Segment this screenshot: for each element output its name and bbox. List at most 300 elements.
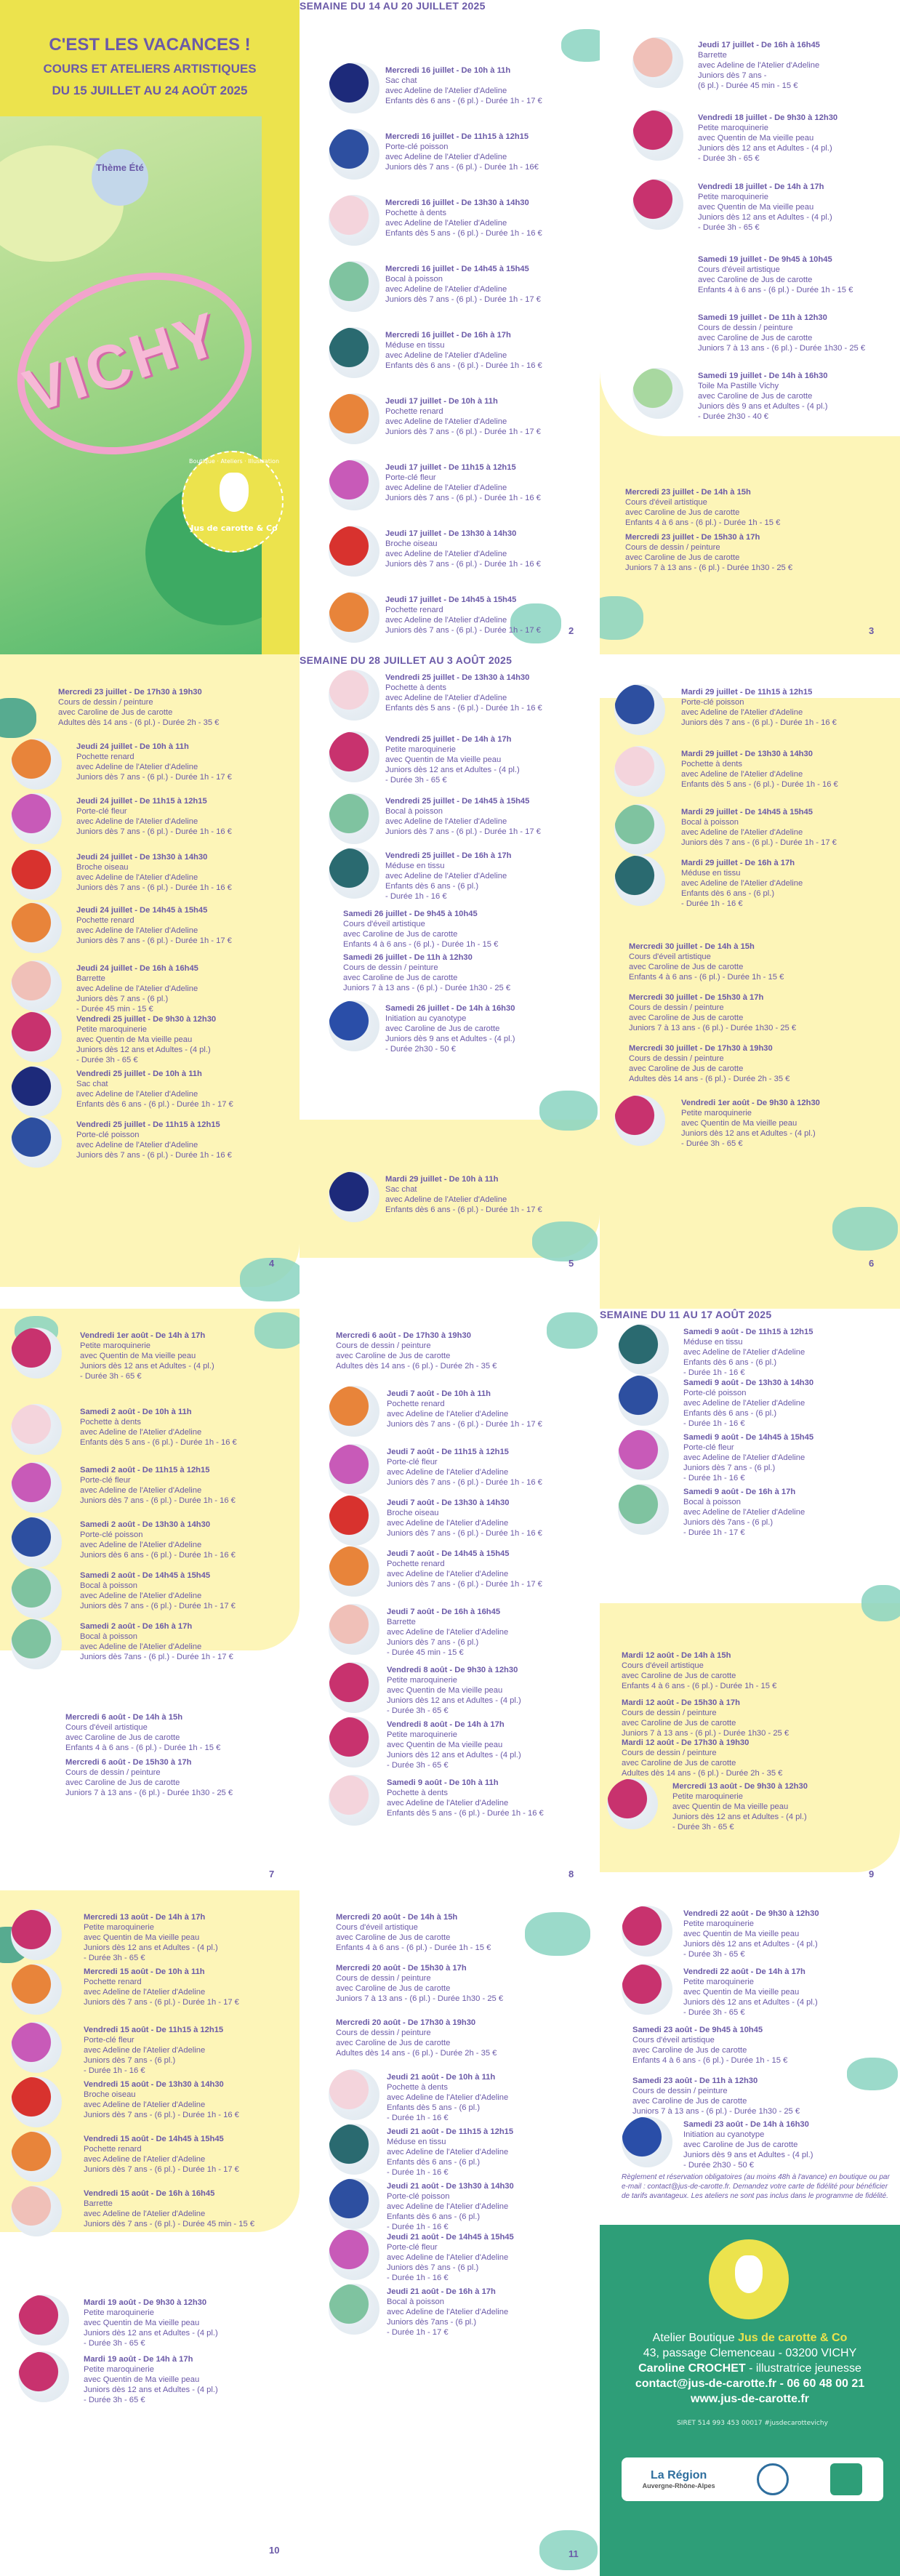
event-title: Pochette renard — [387, 1560, 445, 1568]
event-detail: Enfants dès 6 ans - (6 pl.) - Durée 1h - 17 € — [385, 97, 542, 105]
event-date: Samedi 19 juillet - De 11h à 12h30 — [698, 313, 827, 322]
event-detail: Juniors dès 7 ans - (6 pl.) - Durée 1h - 16€ — [385, 163, 539, 172]
event-detail: avec Caroline de Jus de carotte — [336, 2039, 451, 2047]
page-number: 8 — [568, 1869, 574, 1879]
event-title: Porte-clé fleur — [84, 2036, 134, 2045]
event-title: Petite maroquinerie — [84, 1923, 155, 1932]
event-detail: avec Quentin de Ma vieille peau — [672, 1802, 789, 1811]
event-title: Cours de dessin / peinture — [698, 324, 793, 332]
workshop-photo — [329, 1171, 379, 1222]
event-detail: avec Quentin de Ma vieille peau — [385, 755, 502, 764]
event-entry — [629, 992, 840, 1033]
event-entry — [385, 1003, 596, 1054]
week-heading: SEMAINE DU 14 AU 20 JUILLET 2025 — [300, 0, 486, 12]
event-detail: avec Quentin de Ma vieille peau — [683, 1930, 800, 1938]
event-detail: Enfants dès 6 ans - (6 pl.) — [683, 1409, 777, 1418]
event-entry — [625, 532, 894, 573]
event-detail: Juniors dès 7 ans - (6 pl.) — [76, 995, 169, 1003]
event-detail: Juniors dès 9 ans et Adultes - (4 pl.) — [385, 1035, 515, 1043]
event-detail: avec Quentin de Ma vieille peau — [387, 1741, 503, 1749]
workshop-photo — [329, 393, 379, 444]
workshop-photo — [329, 2124, 379, 2175]
workshop-photo — [329, 793, 379, 844]
decorative-blob — [600, 596, 643, 640]
workshop-photo — [607, 1778, 658, 1829]
event-detail: Juniors dès 7 ans - (6 pl.) - Durée 1h - 17 € — [385, 295, 541, 304]
decorative-blob — [561, 29, 600, 62]
footer-contact[interactable]: contact@jus-de-carotte.fr - 06 60 48 00 21 — [635, 2378, 865, 2390]
event-date: Jeudi 7 août - De 14h45 à 15h45 — [387, 1549, 510, 1558]
contact-footer — [600, 2225, 900, 2576]
event-title: Cours d'éveil artistique — [622, 1661, 704, 1670]
event-date: Vendredi 15 août - De 16h à 16h45 — [84, 2189, 215, 2198]
event-detail: Juniors dès 7 ans - (6 pl.) - Durée 1h - 16 € — [76, 1151, 232, 1160]
event-date: Mardi 19 août - De 14h à 17h — [84, 2355, 193, 2364]
event-title: Initiation au cyanotype — [385, 1014, 467, 1023]
event-detail: Enfants dès 6 ans - (6 pl.) - Durée 1h - 16 € — [385, 361, 542, 370]
event-detail: (6 pl.) - Durée 45 min - 15 € — [698, 81, 798, 90]
region-logos — [622, 2457, 883, 2501]
event-detail: - Durée 3h - 65 € — [387, 1761, 449, 1770]
event-entry — [336, 1963, 547, 2004]
event-detail: avec Caroline de Jus de carotte — [336, 1352, 451, 1360]
event-detail: Juniors dès 7 ans - (6 pl.) - Durée 1h - 16 € — [681, 718, 837, 727]
event-entry — [76, 742, 291, 782]
event-detail: Juniors dès 7 ans - (6 pl.) - Durée 1h - 17 € — [76, 773, 232, 782]
cover-side-band — [262, 116, 300, 654]
workshop-photo — [329, 1604, 379, 1655]
event-detail: Juniors dès 12 ans et Adultes - (4 pl.) — [84, 1943, 218, 1952]
event-title: Pochette renard — [76, 753, 134, 761]
event-title: Barrette — [84, 2199, 113, 2208]
event-detail: avec Quentin de Ma vieille peau — [683, 1988, 800, 1997]
event-date: Mardi 12 août - De 14h à 15h — [622, 1651, 731, 1660]
event-detail: avec Adeline de l'Atelier d'Adeline — [385, 550, 507, 558]
event-detail: avec Adeline de l'Atelier d'Adeline — [681, 828, 803, 837]
event-title: Cours d'éveil artistique — [65, 1723, 148, 1732]
event-entry — [387, 2287, 598, 2338]
event-detail: - Durée 2h30 - 50 € — [385, 1045, 457, 1054]
workshop-photo — [329, 1546, 379, 1597]
event-detail: Juniors 7 à 13 ans - (6 pl.) - Durée 1h30 - 25 € — [336, 1994, 504, 2003]
event-detail: Juniors dès 12 ans et Adultes - (4 pl.) — [387, 1696, 521, 1705]
event-detail: Juniors dès 7 ans - (6 pl.) — [387, 2263, 479, 2272]
workshop-photo — [329, 327, 379, 378]
page-number: 7 — [269, 1869, 275, 1879]
event-detail: Enfants 4 à 6 ans - (6 pl.) - Durée 1h - 15 € — [625, 518, 781, 527]
event-title: Pochette renard — [385, 407, 443, 416]
event-detail: Juniors 7 à 13 ans - (6 pl.) - Durée 1h30 - 25 € — [65, 1789, 233, 1797]
event-title: Porte-clé poisson — [387, 2192, 450, 2201]
event-date: Jeudi 7 août - De 10h à 11h — [387, 1389, 491, 1398]
page-9 — [600, 1309, 900, 1890]
event-date: Mercredi 30 juillet - De 15h30 à 17h — [629, 993, 764, 1002]
event-entry — [385, 462, 592, 503]
event-title: Pochette renard — [76, 916, 134, 925]
event-detail: - Durée 1h - 16 € — [387, 2168, 449, 2177]
workshop-photo — [329, 1495, 379, 1546]
event-detail: avec Adeline de l'Atelier d'Adeline — [681, 708, 803, 717]
event-detail: Adultes dès 14 ans - (6 pl.) - Durée 2h - 35 € — [622, 1769, 783, 1778]
event-title: Toile Ma Pastille Vichy — [698, 382, 779, 390]
event-entry — [683, 2119, 898, 2170]
workshop-photo — [329, 2284, 379, 2335]
event-detail: Juniors 7 à 13 ans - (6 pl.) - Durée 1h30 - 25 € — [625, 563, 793, 572]
event-detail: avec Caroline de Jus de carotte — [343, 974, 458, 982]
event-detail: - Durée 3h - 65 € — [681, 1139, 743, 1148]
event-detail: avec Adeline de l'Atelier d'Adeline — [80, 1428, 202, 1437]
event-entry — [385, 65, 592, 106]
event-title: Cours de dessin / peinture — [336, 1341, 431, 1350]
workshop-photo — [632, 368, 683, 419]
event-detail: - Durée 1h - 17 € — [387, 2328, 449, 2337]
footer-website[interactable]: www.jus-de-carotte.fr — [691, 2393, 809, 2405]
workshop-photo — [329, 2229, 379, 2280]
event-detail: avec Quentin de Ma vieille peau — [84, 2375, 200, 2384]
event-detail: Juniors dès 7 ans - (6 pl.) - Durée 1h - 16 € — [80, 1496, 236, 1505]
event-entry — [343, 952, 554, 993]
page-number: 6 — [869, 1258, 875, 1269]
event-title: Pochette à dents — [387, 2083, 448, 2092]
event-title: Pochette à dents — [387, 1789, 448, 1797]
page-number: 4 — [269, 1258, 275, 1269]
event-detail: Juniors dès 12 ans et Adultes - (4 pl.) — [387, 1751, 521, 1760]
event-detail: avec Caroline de Jus de carotte — [698, 392, 813, 401]
event-entry — [387, 1720, 598, 1770]
event-detail: Juniors dès 7 ans - (6 pl.) — [84, 2056, 176, 2065]
page-4 — [0, 654, 300, 1309]
decorative-blob — [861, 1585, 900, 1621]
event-title: Méduse en tissu — [387, 2138, 446, 2146]
event-title: Cours d'éveil artistique — [629, 952, 711, 961]
event-entry — [698, 371, 894, 422]
workshop-photo — [11, 1462, 62, 1513]
event-entry — [625, 487, 894, 528]
workshop-photo — [11, 2077, 62, 2127]
cover-subtitle-2: DU 15 JUILLET AU 24 AOÛT 2025 — [52, 83, 248, 97]
region-name: La Région — [650, 2469, 707, 2481]
event-title: Bocal à poisson — [683, 1498, 741, 1506]
event-entry — [385, 796, 596, 837]
workshop-photo — [11, 1618, 62, 1669]
workshop-photo — [11, 793, 62, 844]
event-date: Samedi 2 août - De 14h45 à 15h45 — [80, 1571, 211, 1580]
event-detail: avec Adeline de l'Atelier d'Adeline — [385, 817, 507, 826]
event-entry — [343, 909, 554, 950]
event-detail: - Durée 1h - 16 € — [387, 2114, 449, 2122]
event-detail: Juniors dès 7 ans - (6 pl.) - Durée 1h - 17 € — [84, 2165, 239, 2174]
event-detail: avec Caroline de Jus de carotte — [698, 334, 813, 342]
event-detail: - Durée 45 min - 15 € — [76, 1005, 153, 1014]
event-detail: - Durée 3h - 65 € — [385, 776, 447, 785]
event-date: Mercredi 30 juillet - De 17h30 à 19h30 — [629, 1044, 773, 1053]
event-detail: avec Caroline de Jus de carotte — [625, 553, 740, 562]
workshop-photo — [18, 2295, 69, 2346]
event-detail: Juniors dès 12 ans et Adultes - (4 pl.) — [698, 213, 832, 222]
workshop-photo — [329, 1386, 379, 1437]
event-detail: Juniors 7 à 13 ans - (6 pl.) - Durée 1h30 - 25 € — [629, 1024, 797, 1032]
page-6 — [600, 654, 900, 1309]
event-date: Samedi 2 août - De 11h15 à 12h15 — [80, 1466, 210, 1474]
workshop-photo — [329, 670, 379, 721]
event-title: Cours de dessin / peinture — [622, 1709, 717, 1717]
event-title: Méduse en tissu — [681, 869, 741, 878]
event-entry — [385, 198, 592, 238]
event-detail: - Durée 3h - 65 € — [84, 2339, 145, 2348]
workshop-photo — [18, 2351, 69, 2402]
event-title: Bocal à poisson — [80, 1632, 137, 1641]
event-title: Petite maroquinerie — [698, 124, 769, 132]
event-date: Samedi 2 août - De 16h à 17h — [80, 1622, 193, 1631]
event-detail: - Durée 3h - 65 € — [387, 1706, 449, 1715]
event-detail: avec Adeline de l'Atelier d'Adeline — [76, 984, 198, 993]
event-detail: - Durée 1h - 16 € — [683, 1368, 745, 1377]
event-detail: avec Adeline de l'Atelier d'Adeline — [387, 2093, 509, 2102]
event-date: Mardi 29 juillet - De 11h15 à 12h15 — [681, 688, 813, 697]
event-title: Sac chat — [385, 1185, 417, 1194]
event-detail: Juniors dès 7 ans - (6 pl.) - Durée 1h - 17 € — [76, 936, 232, 945]
event-date: Jeudi 17 juillet - De 11h15 à 12h15 — [385, 463, 516, 472]
event-date: Samedi 23 août - De 9h45 à 10h45 — [632, 2026, 763, 2034]
event-detail: Enfants 4 à 6 ans - (6 pl.) - Durée 1h - 15 € — [336, 1943, 491, 1952]
event-detail: Enfants dès 5 ans - (6 pl.) - Durée 1h - 16 € — [387, 1809, 544, 1818]
event-title: Bocal à poisson — [385, 275, 443, 284]
event-date: Vendredi 15 août - De 11h15 à 12h15 — [84, 2026, 224, 2034]
event-detail: avec Adeline de l'Atelier d'Adeline — [76, 1141, 198, 1149]
event-entry — [629, 942, 840, 982]
event-entry — [76, 905, 291, 946]
week-heading: SEMAINE DU 28 JUILLET AU 3 AOÛT 2025 — [300, 654, 513, 666]
event-title: Porte-clé fleur — [76, 807, 127, 816]
event-detail: avec Adeline de l'Atelier d'Adeline — [387, 2308, 509, 2316]
event-detail: - Durée 2h30 - 40 € — [698, 412, 769, 421]
event-date: Mercredi 23 juillet - De 15h30 à 17h — [625, 533, 760, 542]
event-detail: Enfants 4 à 6 ans - (6 pl.) - Durée 1h - 15 € — [698, 286, 853, 294]
event-date: Samedi 2 août - De 13h30 à 14h30 — [80, 1520, 211, 1529]
workshop-photo — [11, 1328, 62, 1379]
event-date: Mardi 29 juillet - De 10h à 11h — [385, 1175, 499, 1184]
event-entry — [76, 852, 291, 893]
event-entry — [84, 2188, 294, 2229]
page-number: 10 — [269, 2545, 280, 2556]
workshop-photo — [11, 1964, 62, 2015]
event-entry — [387, 1778, 598, 1818]
event-detail: avec Caroline de Jus de carotte — [385, 1024, 500, 1033]
event-title: Pochette à dents — [385, 209, 446, 217]
workshop-photo — [329, 1444, 379, 1495]
workshop-photo — [11, 1011, 62, 1062]
event-detail: Enfants dès 5 ans - (6 pl.) - Durée 1h - 16 € — [80, 1438, 237, 1447]
event-title: Petite maroquinerie — [387, 1730, 458, 1739]
event-date: Mercredi 30 juillet - De 14h à 15h — [629, 942, 755, 951]
event-date: Vendredi 25 juillet - De 16h à 17h — [385, 851, 512, 860]
event-detail: Juniors dès 7 ans - (6 pl.) - Durée 1h - 16 € — [385, 494, 541, 502]
event-detail: Juniors dès 12 ans et Adultes - (4 pl.) — [681, 1129, 816, 1138]
event-detail: avec Quentin de Ma vieille peau — [698, 203, 814, 212]
event-detail: Adultes dès 14 ans - (6 pl.) - Durée 2h - 35 € — [629, 1075, 790, 1083]
event-date: Vendredi 22 août - De 9h30 à 12h30 — [683, 1909, 819, 1918]
event-detail: - Durée 3h - 65 € — [80, 1372, 142, 1381]
event-entry — [336, 2018, 547, 2058]
event-detail: avec Adeline de l'Atelier d'Adeline — [385, 153, 507, 161]
event-detail: avec Adeline de l'Atelier d'Adeline — [76, 763, 198, 771]
event-date: Samedi 26 juillet - De 11h à 12h30 — [343, 953, 473, 962]
event-detail: avec Quentin de Ma vieille peau — [387, 1686, 503, 1695]
brand-logo — [182, 451, 284, 553]
event-date: Samedi 19 juillet - De 14h à 16h30 — [698, 372, 828, 380]
event-detail: - Durée 1h - 16 € — [385, 892, 447, 901]
event-date: Mercredi 15 août - De 10h à 11h — [84, 1967, 205, 1976]
event-entry — [80, 1407, 294, 1448]
event-detail: Juniors dès 7 ans - (6 pl.) - Durée 1h - 17 € — [84, 1998, 239, 2007]
event-title: Cours de dessin / peinture — [629, 1003, 724, 1012]
workshop-photo — [618, 1324, 669, 1375]
event-date: Vendredi 15 août - De 14h45 à 15h45 — [84, 2135, 224, 2143]
event-entry — [385, 330, 592, 371]
event-detail: Juniors dès 7 ans - (6 pl.) - Durée 1h - 16 € — [385, 560, 541, 569]
workshop-photo — [11, 1568, 62, 1618]
page-8 — [300, 1309, 600, 1890]
event-detail: avec Quentin de Ma vieille peau — [76, 1035, 193, 1044]
event-date: Mercredi 16 juillet - De 13h30 à 14h30 — [385, 198, 529, 207]
workshop-photo — [329, 63, 379, 113]
footer-logo — [709, 2239, 789, 2319]
event-detail: avec Caroline de Jus de carotte — [629, 1064, 744, 1073]
event-detail: avec Caroline de Jus de carotte — [343, 930, 458, 939]
event-detail: Enfants dès 6 ans - (6 pl.) - Durée 1h - 17 € — [385, 1205, 542, 1214]
event-date: Jeudi 24 juillet - De 10h à 11h — [76, 742, 189, 751]
event-entry — [681, 749, 892, 790]
contact-details — [614, 2330, 885, 2407]
workshop-photo — [614, 746, 665, 797]
event-title: Cours d'éveil artistique — [343, 920, 425, 928]
event-entry — [683, 1432, 894, 1483]
page-5 — [300, 654, 600, 1309]
event-detail: avec Adeline de l'Atelier d'Adeline — [385, 483, 507, 492]
event-detail: Juniors dès 12 ans et Adultes - (4 pl.) — [80, 1362, 214, 1371]
event-entry — [385, 264, 592, 305]
workshop-photo — [329, 460, 379, 510]
event-detail: avec Adeline de l'Atelier d'Adeline — [76, 873, 198, 882]
event-detail: Juniors dès 7 ans - (6 pl.) - Durée 1h - 17 € — [385, 626, 541, 635]
footer-siret: SIRET 514 993 453 00017 #jusdecarottevichy — [677, 2420, 828, 2427]
event-entry — [84, 2025, 294, 2076]
event-detail: avec Quentin de Ma vieille peau — [80, 1352, 196, 1360]
event-title: Broche oiseau — [387, 1509, 439, 1517]
event-detail: avec Caroline de Jus de carotte — [622, 1759, 736, 1768]
event-entry — [80, 1570, 294, 1611]
event-entry — [683, 1378, 894, 1429]
event-detail: Juniors dès 7 ans - — [698, 71, 767, 80]
region-sub: Auvergne-Rhône-Alpes — [642, 2482, 715, 2489]
event-entry — [387, 1498, 598, 1538]
event-title: Porte-clé poisson — [385, 143, 449, 151]
event-date: Jeudi 24 juillet - De 16h à 16h45 — [76, 964, 198, 973]
event-detail: Juniors dès 12 ans et Adultes - (4 pl.) — [84, 2386, 218, 2394]
event-title: Cours de dessin / peinture — [336, 1974, 431, 1983]
event-detail: - Durée 2h30 - 50 € — [683, 2161, 755, 2170]
workshop-photo — [329, 129, 379, 180]
event-entry — [76, 1069, 291, 1110]
event-title: Porte-clé poisson — [80, 1530, 143, 1539]
event-detail: Juniors dès 7 ans - (6 pl.) - Durée 45 min - 15 € — [84, 2220, 255, 2228]
event-entry — [681, 858, 892, 909]
footer-atelier: Atelier Boutique — [652, 2332, 735, 2344]
event-detail: Juniors dès 12 ans et Adultes - (4 pl.) — [683, 1940, 818, 1949]
event-title: Barrette — [387, 1618, 416, 1626]
event-date: Vendredi 22 août - De 14h à 17h — [683, 1967, 805, 1976]
decorative-blob — [847, 2058, 898, 2090]
workshop-photo — [329, 261, 379, 312]
event-date: Mardi 19 août - De 9h30 à 12h30 — [84, 2298, 207, 2307]
cover-header — [0, 0, 300, 116]
event-detail: avec Caroline de Jus de carotte — [632, 2097, 747, 2106]
event-entry — [76, 963, 291, 1014]
workshop-photo — [329, 1775, 379, 1826]
event-detail: avec Adeline de l'Atelier d'Adeline — [80, 1592, 202, 1600]
event-entry — [387, 2127, 598, 2178]
event-detail: Enfants dès 6 ans - (6 pl.) - Durée 1h - 17 € — [76, 1100, 233, 1109]
event-date: Samedi 23 août - De 11h à 12h30 — [632, 2077, 758, 2085]
event-entry — [387, 1447, 598, 1488]
event-detail: Juniors dès 7 ans - (6 pl.) - Durée 1h - 17 € — [387, 1580, 542, 1589]
event-entry — [681, 687, 892, 728]
event-date: Samedi 26 juillet - De 9h45 à 10h45 — [343, 910, 478, 918]
event-detail: Juniors dès 7 ans - (6 pl.) - Durée 1h - 16 € — [76, 827, 232, 836]
decorative-blob — [532, 1221, 598, 1261]
logo-arc-text: Boutique · Ateliers · Illustration — [188, 458, 280, 465]
event-title: Petite maroquinerie — [84, 2365, 155, 2374]
event-detail: Enfants 4 à 6 ans - (6 pl.) - Durée 1h - 15 € — [343, 940, 499, 949]
event-title: Cours d'éveil artistique — [632, 2036, 715, 2045]
event-detail: avec Caroline de Jus de carotte — [65, 1778, 180, 1787]
page-12 — [600, 1890, 900, 2225]
event-detail: avec Adeline de l'Atelier d'Adeline — [387, 2202, 509, 2211]
event-entry — [80, 1465, 294, 1506]
event-detail: avec Adeline de l'Atelier d'Adeline — [385, 872, 507, 880]
event-detail: avec Caroline de Jus de carotte — [622, 1672, 736, 1680]
event-title: Cours de dessin / peinture — [343, 963, 438, 972]
event-date: Mardi 29 juillet - De 13h30 à 14h30 — [681, 750, 813, 758]
event-detail: avec Adeline de l'Atelier d'Adeline — [84, 1988, 206, 1997]
footer-address: 43, passage Clemenceau - 03200 VICHY — [643, 2347, 857, 2359]
event-title: Bocal à poisson — [80, 1581, 137, 1590]
event-date: Samedi 9 août - De 16h à 17h — [683, 1488, 796, 1496]
event-entry — [698, 313, 894, 353]
workshop-photo — [622, 2116, 672, 2167]
workshop-photo — [329, 1000, 379, 1051]
event-entry — [80, 1331, 294, 1381]
workshop-photo — [614, 1095, 665, 1146]
event-entry — [632, 2076, 847, 2116]
cover-subtitle-1: COURS ET ATELIERS ARTISTIQUES — [43, 61, 257, 76]
workshop-photo — [614, 855, 665, 906]
event-title: Cours de dessin / peinture — [632, 2087, 728, 2095]
cover-panel — [0, 0, 300, 654]
event-detail: - Durée 1h - 16 € — [683, 1474, 745, 1482]
event-detail: avec Adeline de l'Atelier d'Adeline — [385, 285, 507, 294]
event-detail: avec Caroline de Jus de carotte — [625, 508, 740, 517]
vichy-lettering: VICHY — [16, 298, 229, 426]
event-date: Vendredi 1er août - De 9h30 à 12h30 — [681, 1099, 820, 1107]
event-detail: avec Adeline de l'Atelier d'Adeline — [76, 817, 198, 826]
event-date: Mercredi 16 juillet - De 16h à 17h — [385, 331, 511, 340]
event-date: Jeudi 24 juillet - De 13h30 à 14h30 — [76, 853, 208, 862]
event-detail: avec Adeline de l'Atelier d'Adeline — [84, 2210, 206, 2218]
event-detail: Enfants dès 6 ans - (6 pl.) — [387, 2212, 481, 2221]
event-date: Jeudi 17 juillet - De 16h à 16h45 — [698, 41, 820, 49]
event-title: Petite maroquinerie — [698, 193, 769, 201]
